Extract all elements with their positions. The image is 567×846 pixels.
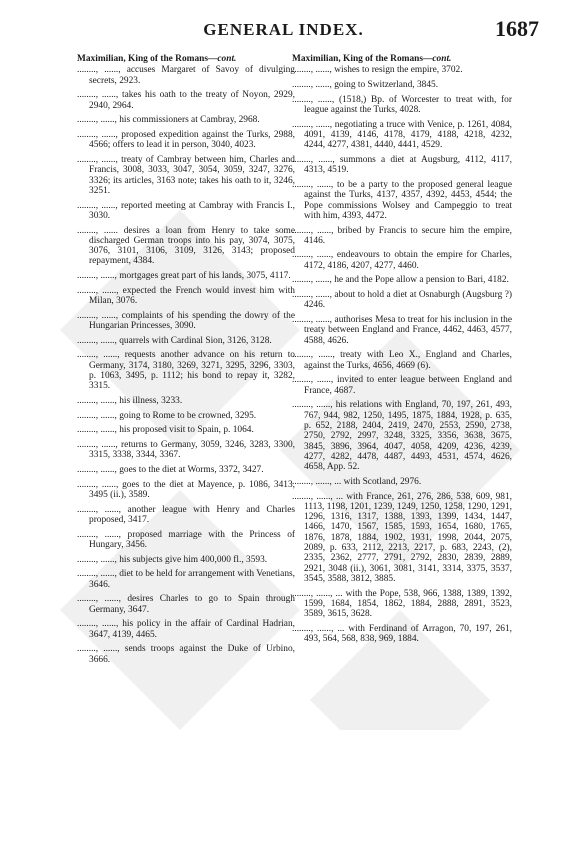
- index-entry: ........, ......, quarrels with Cardinal Sion, 3126, 3128.: [77, 335, 272, 346]
- index-entry: ........, ......, his policy in the affair of Cardinal Hadrian, 3647, 4139, 4465.: [77, 619, 295, 640]
- column-heading: [292, 54, 512, 64]
- index-entry: ........, ......, going to Switzerland, 3845.: [292, 79, 439, 90]
- index-entry: ........, ......, requests another advance on his return to Germany, 3174, 3180, 3269, 3271, 3295, 3296, 3303, p. 1063, 3495, p. 1112; his bond to repay it, 3282, 3315.: [77, 350, 295, 392]
- index-entry: ........, ......, about to hold a diet at Osnaburgh (Augsburg ?) 4246.: [292, 290, 512, 311]
- index-entry: ........, ......, reported meeting at Cambray with Francis I., 3030.: [77, 200, 295, 221]
- page-header: [0, 8, 567, 44]
- index-entry: ........, ......, summons a diet at Augsburg, 4112, 4117, 4313, 4519.: [292, 154, 512, 176]
- index-entry: ........, ......, his illness, 3233.: [77, 396, 183, 406]
- index-entry: ........, ......, takes his oath to the treaty of Noyon, 2929, 2940, 2964.: [77, 90, 295, 111]
- index-entry: ........, ......, authorises Mesa to treat for his inclusion in the treaty between England and France, 4462, 4463, 4577, 4588, 4626.: [292, 315, 512, 346]
- index-entry: ........, ......, treaty of Cambray between him, Charles and Francis, 3008, 3033, 3047, 3054, 3059, 3247, 3276, 3326; its articles, 3163 note; takes his oath to it, 3246, 3251.: [77, 154, 295, 196]
- index-entry: ........, ......, expected the French would invest him with Milan, 3076.: [77, 285, 295, 307]
- index-entry: ........, ......, his subjects give him 400,000 fl., 3593.: [77, 554, 268, 565]
- index-entry: ........, ......, sends troops against the Duke of Urbino, 3666.: [77, 644, 295, 665]
- index-entry: ........, ...... desires a loan from Henry to take some discharged German troops into his pay, 3074, 3075, 3076, 3101, 3106, 3109, 3126, 3143; proposed repayment, 4384.: [77, 225, 295, 267]
- index-entry: ........, ......, goes to the diet at Mayence, p. 1086, 3413, 3495 (ii.), 3589.: [77, 479, 295, 501]
- index-entry: ........, ......, another league with Henry and Charles proposed, 3417.: [77, 504, 295, 526]
- index-entry: ........, ......, ... with the Pope, 538, 966, 1388, 1389, 1392, 1599, 1684, 1854, 1862, 1884, 2888, 2891, 3523, 3589, 3615, 3628.: [292, 588, 512, 620]
- index-entry: ........, ......, ... with France, 261, 276, 286, 538, 609, 981, 1113, 1198, 1201, 1239, 1249, 1250, 1258, 1290, 1291, 1296, 1316, 1317, 1388, 1393, 1399, 1434, 1447, 1466, 1470, 1567, 1585, 1593, 1654, 1680, 1765, 1876, 1878, 1884, 1902, 1931, 1998, 2044, 2075, 2089, p. 633, 2112, 2213, 2217, p. 683, 2243, (2), 2335, 2362, 2777, 2791, 2792, 2830, 2839, 2889, 2921, 3048 (ii.), 3061, 3081, 3141, 3314, 3375, 3537, 3545, 3588, 3812, 3885.: [292, 491, 512, 584]
- page-number: 1687: [495, 16, 539, 41]
- index-column-right: [292, 54, 512, 649]
- index-entry: ........, ......, (1518,) Bp. of Worcester to treat with, for league against the Turks, 4028.: [292, 94, 512, 115]
- index-entry: ........, ......, mortgages great part of his lands, 3075, 4117.: [77, 271, 291, 282]
- index-entry: ........, ......, accuses Margaret of Savoy of divulging secrets, 2923.: [77, 65, 295, 86]
- index-entry: ........, ......, proposed expedition against the Turks, 2988, 4566; offers to lead it in person, 3040, 4023.: [77, 129, 295, 151]
- index-entry: ........, ......, wishes to resign the empire, 3702.: [292, 65, 463, 76]
- index-entry: ........, ......, his commissioners at Cambray, 2968.: [77, 115, 260, 126]
- index-entry: ........, ......, endeavours to obtain the empire for Charles, 4172, 4186, 4207, 4277, 4460.: [292, 250, 512, 271]
- index-entry: ........, ......, negotiating a truce with Venice, p. 1261, 4084, 4091, 4139, 4146, 4178, 4179, 4188, 4218, 4232, 4244, 4277, 4381, 4440, 4441, 4529.: [292, 119, 512, 151]
- index-entry: ........, ......, ... with Ferdinand of Arragon, 70, 197, 261, 493, 564, 568, 838, 969, 1884.: [292, 623, 512, 645]
- index-entry: ........, ......, treaty with Leo X., England and Charles, against the Turks, 4656, 4669 (6).: [292, 350, 512, 371]
- index-entry: ........, ......, proposed marriage with the Princess of Hungary, 3456.: [77, 529, 295, 550]
- index-entry: ........, ......, he and the Pope allow a pension to Bari, 4182.: [292, 275, 509, 286]
- index-column-left: [77, 54, 295, 669]
- index-entry: ........, ......, going to Rome to be crowned, 3295.: [77, 410, 257, 421]
- index-entry: ........, ......, his relations with England, 70, 197, 261, 493, 767, 944, 982, 1250, 1495, 1875, 1884, 1928, p. 635, p. 652, 2188, 2404, 2419, 2470, 2553, 2590, 2738, 2750, 2792, 2997, 3248, 3325, 3356, 3638, 3675, 3845, 3896, 3964, 4047, 4058, 4209, 4236, 4239, 4277, 4282, 4478, 4487, 4493, 4531, 4574, 4626, 4658, App. 52.: [292, 400, 512, 473]
- index-entry: ........, ......, to be a party to the proposed general league against the Turks, 4137, 4357, 4392, 4453, 4544; the Pope commissions Wolsey and Campeggio to treat with him, 4393, 4472.: [292, 179, 512, 221]
- index-entry: ........, ......, complaints of his spending the dowry of the Hungarian Princesses, 3090.: [77, 310, 295, 332]
- heading-text: Maximilian, King of the Romans—: [77, 54, 218, 64]
- index-entry: ........, ......, invited to enter league between England and France, 4687.: [292, 375, 512, 396]
- heading-cont: cont.: [217, 54, 237, 64]
- column-heading: [77, 54, 295, 64]
- running-title: GENERAL INDEX.: [203, 20, 364, 39]
- index-entry: ........, ......, diet to be held for arrangement with Venetians, 3646.: [77, 569, 295, 590]
- index-entry: ........, ......, desires Charles to go to Spain through Germany, 3647.: [77, 594, 295, 615]
- heading-text: Maximilian, King of the Romans—: [292, 54, 433, 64]
- index-entry: ........, ......, returns to Germany, 3059, 3246, 3283, 3300, 3315, 3338, 3344, 3367.: [77, 440, 295, 461]
- index-entry: ........, ......, his proposed visit to Spain, p. 1064.: [77, 425, 254, 436]
- index-entry: ........, ......, goes to the diet at Worms, 3372, 3427.: [77, 465, 264, 476]
- heading-cont: cont.: [432, 54, 452, 64]
- index-entry: ........, ......, bribed by Francis to secure him the empire, 4146.: [292, 225, 512, 246]
- index-entry: ........, ......, ... with Scotland, 2976.: [292, 476, 422, 487]
